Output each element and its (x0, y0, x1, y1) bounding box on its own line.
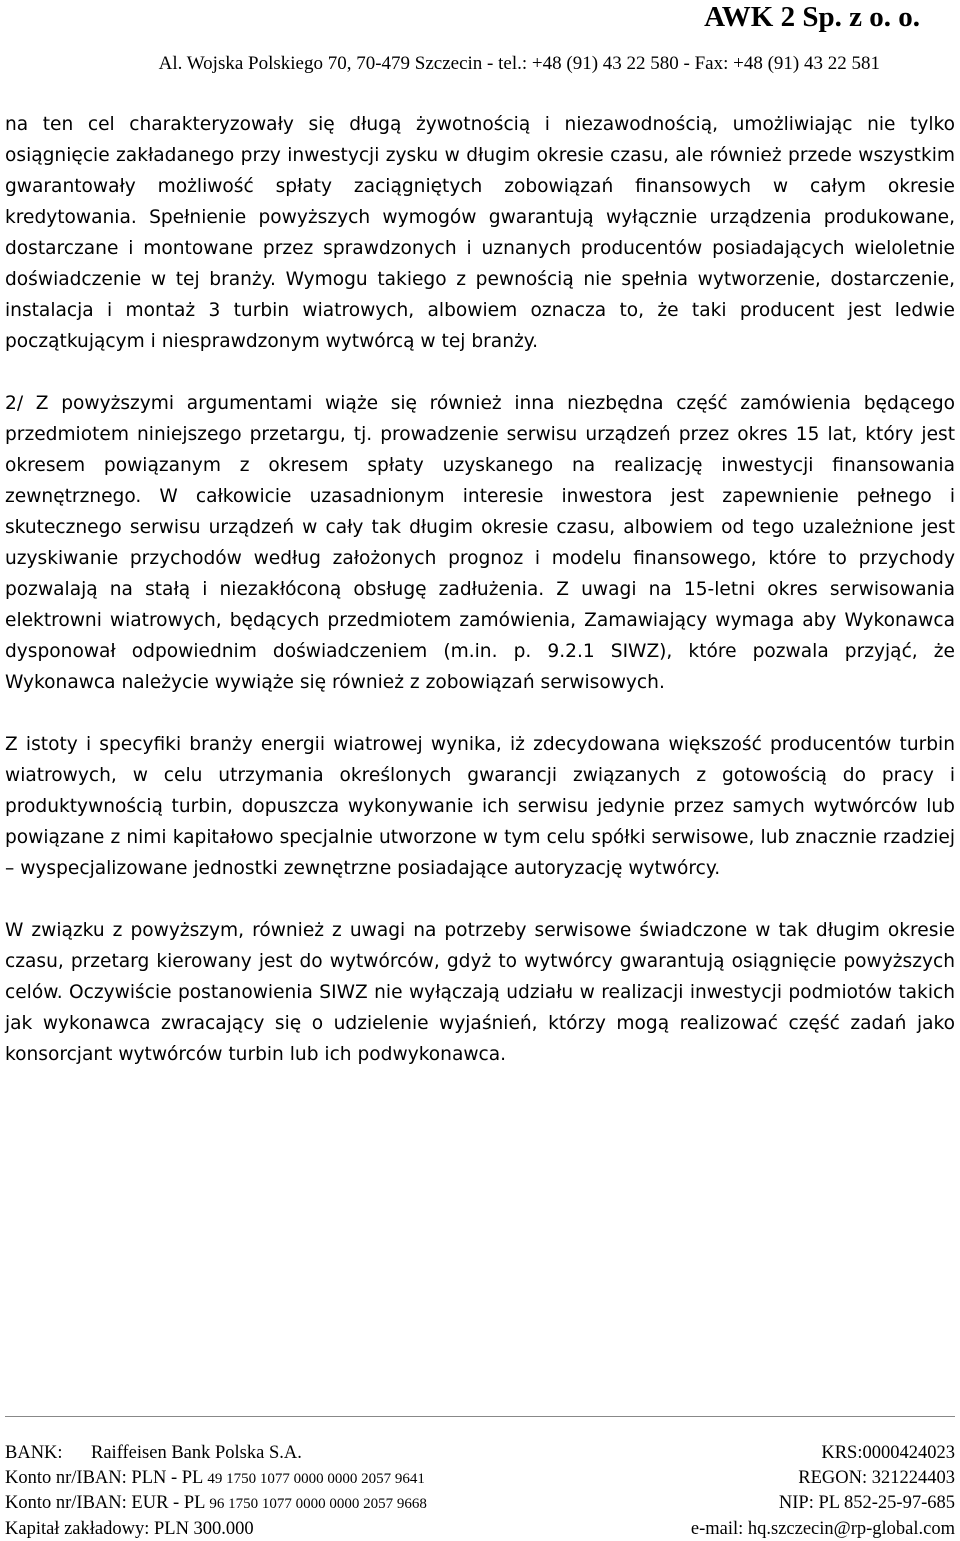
iban-eur (5, 1491, 427, 1517)
bank-label: BANK: (5, 1443, 63, 1463)
iban-eur-number: 96 1750 1077 0000 0000 2057 9668 (209, 1496, 427, 1512)
nip-number: NIP: PL 852-25-97-685 (778, 1493, 955, 1513)
iban-pln-number: 49 1750 1077 0000 0000 2057 9641 (207, 1470, 425, 1487)
iban-eur-label: Konto nr/IBAN: EUR - PL (5, 1493, 210, 1513)
footer-divider (5, 1416, 955, 1417)
footer-row-iban-eur (5, 1491, 955, 1517)
bank-info (5, 1441, 302, 1466)
regon-number: REGON: 321224403 (798, 1467, 955, 1488)
bank-name: Raiffeisen Bank Polska S.A. (91, 1443, 302, 1463)
krs-number: KRS:0000424023 (821, 1443, 955, 1463)
company-address: Al. Wojska Polskiego 70, 70-479 Szczecin - tel.: +48 (91) 43 22 580 - Fax: +48 (91) 43 22 581 (158, 53, 880, 74)
paragraph: Z istoty i specyfiki branży energii wiatrowej wynika, iż zdecydowana większość producentów turbin wiatrowych, w celu utrzymania określonych gwarancji związanych z gotowością do pracy i produktywnością turbin, dopuszcza wykonywanie ich serwisu jedynie przez samych wytwórców lub powiązane z nimi kapitałowo specjalnie utworzone w tym celu spółki serwisowe, lub znacznie rzadziej – wyspecjalizowane jednostki zewnętrzne posiadające autoryzację wytwórcy. (5, 734, 955, 879)
iban-pln-label: Konto nr/IBAN: PLN - PL (5, 1467, 208, 1488)
footer-row-bank (5, 1441, 955, 1466)
document-body (5, 109, 955, 1070)
paragraph: W związku z powyższym, również z uwagi na potrzeby serwisowe świadczone w tak długim okresie czasu, przetarg kierowany jest do wytwórców, gdyż to wytwórcy gwarantują osiągnięcie powyższych celów. Oczywiście postanowienia SIWZ nie wyłączają udziału w realizacji inwestycji podmiotów takich jak wykonawca zwracający się o udzielenie wyjaśnień, którzy mogą realizować część zadań jako konsorcjant wytwórców turbin lub ich podwykonawca. (5, 920, 955, 1065)
iban-pln (5, 1466, 425, 1492)
paragraph: 2/ Z powyższymi argumentami wiąże się również inna niezbędna część zamówienia będącego przedmiotem niniejszego przetargu, tj. prowadzenie serwisu urządzeń przez okres 15 lat, który jest okresem powiązanym z okresem spłaty uzyskanego na realizację inwestycji finansowania zewnętrznego. W całkowicie uzasadnionym interesie inwestora jest zapewnienie pełnego i skutecznego serwisu urządzeń w cały tak długim okresie czasu, albowiem od tego uzależnione jest uzyskiwanie przychodów według założonych prognoz i modelu finansowego, które to przychody pozwalają na stałą i niezakłóconą obsługę zadłużenia. Z uwagi na 15-letni okres serwisowania elektrowni wiatrowych, będących przedmiotem zamówienia, Zamawiający wymaga aby Wykonawca dysponował odpowiednim doświadczeniem (m.in. p. 9.2.1 SIWZ), które pozwala przyjąć, że Wykonawca należycie wywiąże się również z zobowiązań serwisowych. (5, 393, 955, 693)
paragraph: na ten cel charakteryzowały się długą żywotnością i niezawodnością, umożliwiając nie tylko osiągnięcie zakładanego przy inwestycji zysku w długim okresie czasu, ale również przede wszystkim gwarantowały możliwość spłaty zaciągniętych zobowiązań finansowych w całym okresie kredytowania. Spełnienie powyższych wymogów gwarantują wyłącznie urządzenia produkowane, dostarczane i montowane przez sprawdzonych i uznanych producentów posiadających wieloletnie doświadczenie w tej branży. Wymogu takiego z pewnością nie spełnia wytworzenie, dostarczenie, instalacja i montaż 3 turbin wiatrowych, albowiem oznacza to, że taki producent jest ledwie początkującym i niesprawdzonym wytwórcą w tej branży. (5, 114, 955, 352)
footer-row-iban-pln (5, 1466, 955, 1492)
share-capital: Kapitał zakładowy: PLN 300.000 (5, 1518, 254, 1539)
footer (5, 1441, 955, 1541)
email-address: e-mail: hq.szczecin@rp-global.com (690, 1518, 955, 1539)
footer-row-capital (5, 1517, 955, 1541)
company-name: AWK 2 Sp. z o. o. (704, 1, 920, 33)
